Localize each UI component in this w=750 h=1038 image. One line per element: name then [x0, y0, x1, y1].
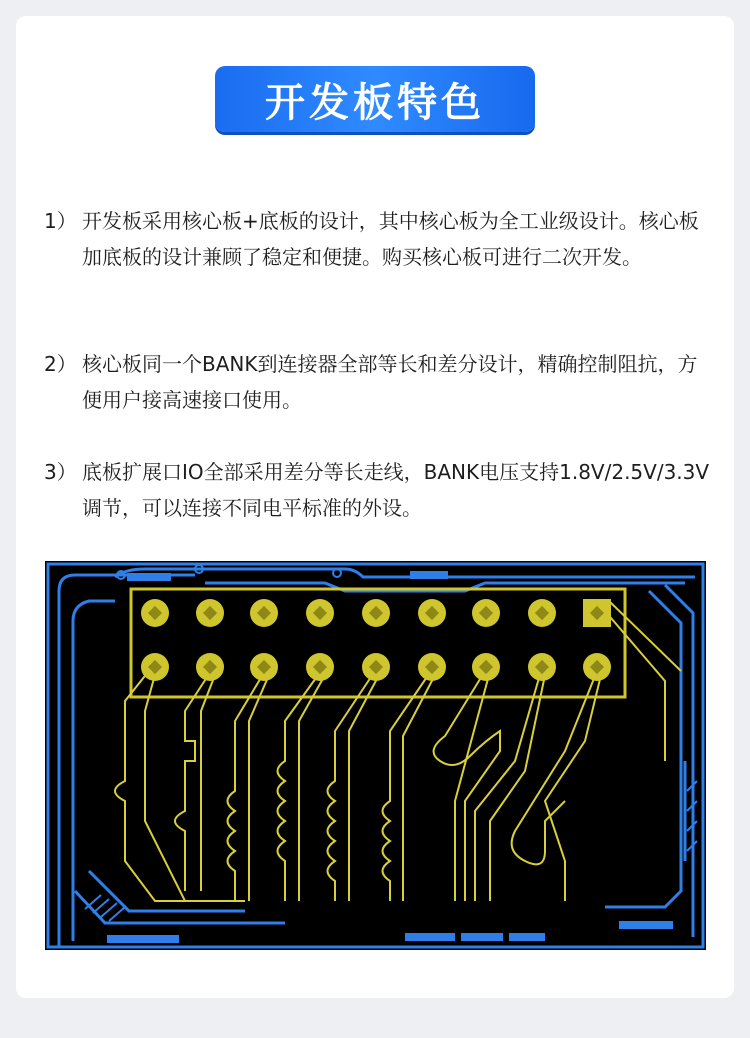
pcb-routing-illustration	[45, 561, 706, 950]
feature-item-1	[44, 203, 714, 275]
feature-text: 底板扩展口IO全部采用差分等长走线，BANK电压支持1.8V/2.5V/3.3V调节，可以连接不同电平标准的外设。	[82, 460, 710, 520]
pcb-layout-image	[45, 561, 706, 950]
page-title: 开发板特色	[265, 79, 485, 126]
feature-text: 开发板采用核心板+底板的设计，其中核心板为全工业级设计。核心板加底板的设计兼顾了稳定和便捷。购买核心板可进行二次开发。	[82, 209, 699, 269]
feature-number: 2）	[44, 352, 77, 376]
feature-item-3	[44, 454, 714, 526]
feature-number: 3）	[44, 460, 77, 484]
header-pads	[141, 599, 611, 681]
feature-number: 1）	[44, 209, 77, 233]
title-badge	[215, 66, 535, 132]
feature-item-2	[44, 346, 714, 418]
feature-text: 核心板同一个BANK到连接器全部等长和差分设计，精确控制阻抗，方便用户接高速接口使用。	[82, 352, 698, 412]
